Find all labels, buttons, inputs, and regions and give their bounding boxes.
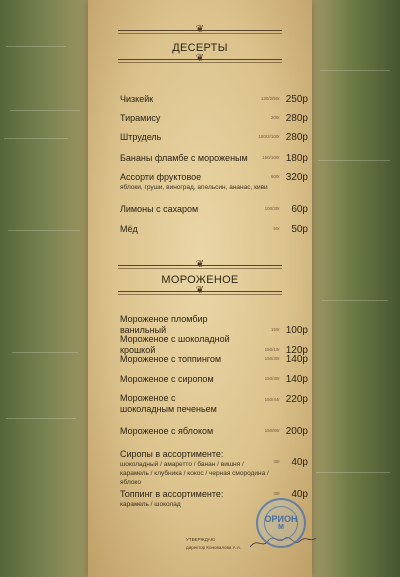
flourish-icon: ❦ bbox=[195, 259, 205, 270]
right-green-background bbox=[312, 0, 400, 577]
stamp-name: ОРИОН bbox=[264, 513, 298, 524]
bottom-ornament bbox=[118, 285, 282, 297]
item-name: Мороженое с яблоком bbox=[120, 426, 214, 436]
left-green-background bbox=[0, 0, 88, 577]
icecream-title: МОРОЖЕНОЕ bbox=[161, 274, 239, 286]
item-name: Сиропы в ассортименте: bbox=[120, 449, 224, 459]
flourish-icon: ❦ bbox=[195, 53, 205, 64]
flourish-icon: ❦ bbox=[195, 285, 205, 296]
item-price: 200р bbox=[285, 426, 308, 437]
item-name: Мороженое с шоколадным печеньем bbox=[120, 393, 217, 414]
item-name: Мёд bbox=[120, 224, 138, 234]
item-weight: 150г bbox=[270, 327, 280, 332]
item-price: 280р bbox=[285, 132, 308, 143]
item-name: Мороженое пломбир ванильный bbox=[120, 314, 208, 335]
item-price: 250р bbox=[285, 94, 308, 105]
item-weight: 150/30г bbox=[264, 376, 280, 381]
menu-item bbox=[120, 426, 308, 437]
item-name: Лимоны с сахаром bbox=[120, 204, 199, 214]
item-price: 180р bbox=[285, 153, 308, 164]
item-name: Топпинг в ассортименте: bbox=[120, 489, 224, 499]
item-weight: 50г bbox=[273, 226, 280, 231]
item-description: шоколадный / амаретто / банан / вишня / карамель / клубника / кокос / черная смородина / яблоко bbox=[120, 461, 269, 486]
top-ornament bbox=[118, 259, 282, 271]
item-price: 280р bbox=[285, 113, 308, 124]
menu-item bbox=[120, 94, 308, 105]
item-weight: 180/2/100г bbox=[258, 134, 280, 139]
company-stamp bbox=[256, 498, 306, 548]
decorative-script-line bbox=[318, 160, 390, 161]
decorative-script-line bbox=[10, 110, 80, 111]
item-name: Штрудель bbox=[120, 132, 162, 142]
desserts-title: ДЕСЕРТЫ bbox=[172, 42, 228, 54]
stamp-sub: М bbox=[278, 523, 284, 531]
menu-item bbox=[120, 314, 308, 336]
top-ornament bbox=[118, 24, 282, 36]
item-price: 220р bbox=[285, 394, 308, 405]
item-weight: 150/80г bbox=[264, 428, 280, 433]
item-price: 140р bbox=[285, 354, 308, 365]
item-name: Мороженое с сиропом bbox=[120, 374, 214, 384]
item-weight: 150/10г bbox=[264, 347, 280, 352]
decorative-script-line bbox=[6, 46, 66, 47]
item-weight: 600г bbox=[270, 174, 280, 179]
item-price: 320р bbox=[285, 172, 308, 183]
decorative-script-line bbox=[322, 300, 388, 301]
item-weight: 100/30г bbox=[264, 206, 280, 211]
item-price: 60р bbox=[291, 204, 308, 215]
item-description: яблоки, груши, виноград, апельсин, ананас, киви bbox=[120, 184, 268, 191]
item-name: Ассорти фруктовое bbox=[120, 172, 202, 182]
menu-item bbox=[120, 354, 308, 365]
item-price: 40р bbox=[291, 457, 308, 468]
flourish-icon: ❦ bbox=[195, 24, 205, 35]
menu-item bbox=[120, 132, 308, 143]
item-weight: 150/44г bbox=[264, 397, 280, 402]
item-weight: 30г bbox=[273, 491, 280, 496]
menu-item bbox=[120, 113, 308, 124]
item-weight: 150/30г bbox=[264, 356, 280, 361]
director-label: директор Коновалова А.А. bbox=[186, 545, 242, 550]
menu-item bbox=[120, 374, 308, 385]
decorative-script-line bbox=[12, 352, 78, 353]
item-price: 120р bbox=[285, 345, 308, 356]
item-price: 140р bbox=[285, 374, 308, 385]
bottom-ornament bbox=[118, 53, 282, 65]
menu-item bbox=[120, 153, 308, 164]
item-weight: 30г bbox=[273, 459, 280, 464]
item-name: Мороженое с шоколадной крошкой bbox=[120, 334, 230, 355]
approval-label: УТВЕРЖДАЮ bbox=[186, 537, 216, 542]
decorative-script-line bbox=[6, 418, 76, 419]
item-name: Чизкейк bbox=[120, 94, 154, 104]
item-name: Мороженое с топпингом bbox=[120, 354, 222, 364]
item-name: Бананы фламбе с мороженым bbox=[120, 153, 248, 163]
item-weight: 200г bbox=[270, 115, 280, 120]
menu-item bbox=[120, 449, 308, 487]
item-name: Тирамису bbox=[120, 113, 161, 123]
item-price: 50р bbox=[291, 224, 308, 235]
menu-item bbox=[120, 172, 308, 192]
menu-item bbox=[120, 204, 308, 215]
item-price: 40р bbox=[291, 489, 308, 500]
menu-item bbox=[120, 393, 308, 415]
decorative-script-line bbox=[316, 472, 390, 473]
menu-item bbox=[120, 224, 308, 235]
item-weight: 150/100г bbox=[262, 155, 280, 160]
decorative-script-line bbox=[4, 138, 68, 139]
decorative-script-line bbox=[8, 230, 80, 231]
item-weight: 130/2/50г bbox=[260, 96, 280, 101]
item-description: карамель / шоколад bbox=[120, 501, 181, 508]
item-price: 100р bbox=[285, 325, 308, 336]
decorative-script-line bbox=[320, 70, 390, 71]
